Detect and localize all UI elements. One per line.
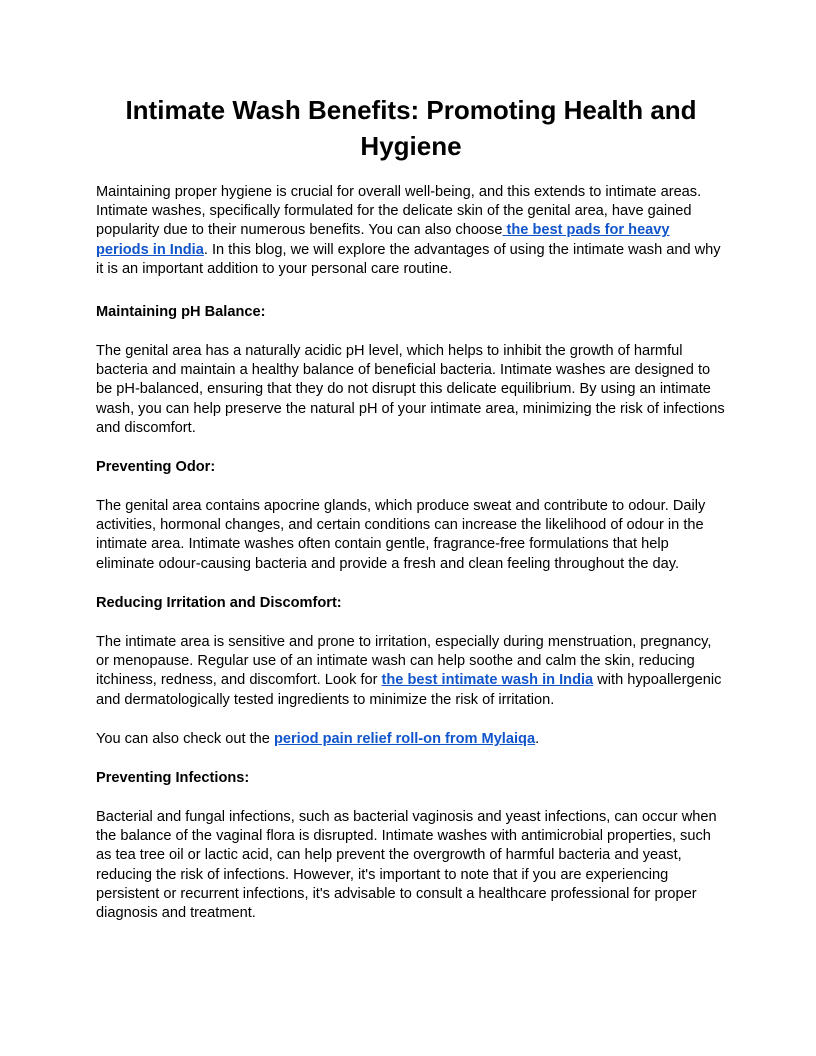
intro-text-before-link: Maintaining proper hygiene is crucial for overall well-being, and this extends to intimate areas. Intimate washes, specifically formulated for the delicate skin of the genital area, have gained popularity due to their numerous benefits. You can also choose — [96, 184, 702, 239]
section-heading-irritation: Reducing Irritation and Discomfort: — [96, 595, 342, 611]
intro-text-after-link: . In this blog, we will explore the advantages of using the intimate wash and why it is an important addition to your personal care routine. — [96, 241, 721, 277]
irritation-text-after-link: with hypoallergenic and dermatologically tested ingredients to minimize the risk of irritation. — [96, 672, 722, 708]
rollon-text-before-link: You can also check out the — [96, 731, 274, 747]
page-title: Intimate Wash Benefits: Promoting Health and Hygiene — [125, 95, 697, 161]
section-heading-ph-balance: Maintaining pH Balance: — [96, 304, 266, 320]
section-body-irritation — [96, 633, 726, 710]
section-body-odor: The genital area contains apocrine glands, which produce sweat and contribute to odour. Daily activities, hormonal changes, and certain conditions can increase the likelihood of odour in the intimate area. Intimate washes often contain gentle, fragrance-free formulations that help eliminate odour-causing bacteria and provide a fresh and clean feeling throughout the day. — [96, 498, 706, 572]
best-pads-link[interactable]: the best pads for heavy periods in India — [96, 222, 670, 258]
intro-paragraph — [96, 183, 726, 279]
rollon-text-after-link: . — [535, 731, 540, 747]
irritation-text-before-link: The intimate area is sensitive and prone to irritation, especially during menstruation, pregnancy, or menopause. Regular use of an intimate wash can help soothe and calm the skin, reducing itchiness, redness, and discomfort. Look for — [96, 634, 712, 689]
period-pain-rollon-link[interactable]: period pain relief roll-on from Mylaiqa — [273, 731, 536, 747]
section-body-infections: Bacterial and fungal infections, such as bacterial vaginosis and yeast infections, can occur when the balance of the vaginal flora is disrupted. Intimate washes with antimicrobial properties, such as tea tree oil or lactic acid, can help prevent the overgrowth of harmful bacteria and yeast, reducing the risk of infections. However, it's important to note that if you are experiencing persistent or recurrent infections, it's advisable to consult a healthcare professional for proper diagnosis and treatment. — [96, 809, 717, 922]
section-body-ph-balance: The genital area has a naturally acidic pH level, which helps to inhibit the growth of harmful bacteria and maintain a healthy balance of beneficial bacteria. Intimate washes are designed to be pH-balanced, ensuring that they do not disrupt this delicate equilibrium. By using an intimate wash, you can help preserve the natural pH of your intimate area, minimizing the risk of infections and discomfort. — [96, 343, 725, 436]
section-heading-infections: Preventing Infections: — [96, 770, 250, 786]
section-heading-odor: Preventing Odor: — [96, 459, 216, 475]
rollon-paragraph — [96, 730, 726, 749]
best-intimate-wash-link[interactable]: the best intimate wash in India — [381, 672, 594, 689]
